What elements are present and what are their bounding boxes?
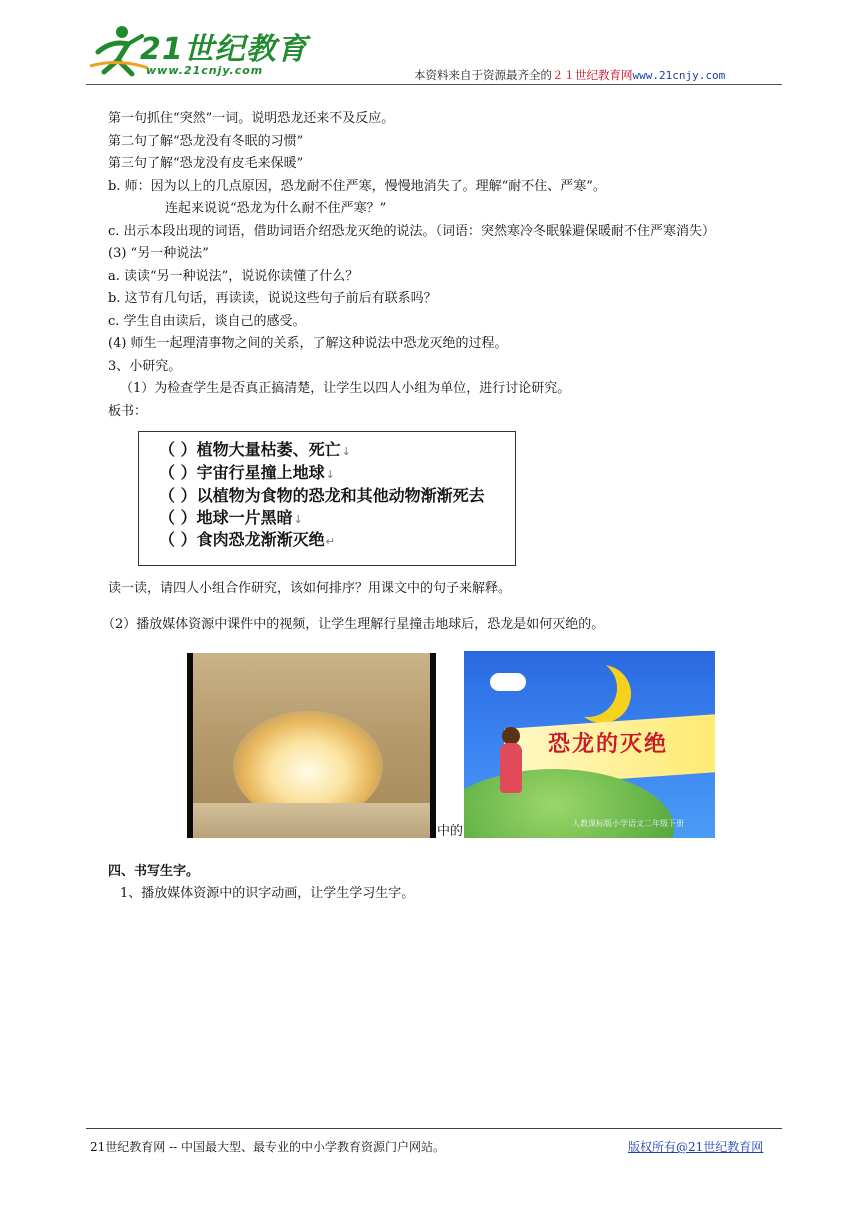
paragraph-mark-icon: ↓: [293, 513, 303, 526]
body-line: b. 师：因为以上的几点原因，恐龙耐不住严寒，慢慢地消失了。理解“耐不住、严寒”。: [108, 179, 606, 194]
body-line: 1、播放媒体资源中的识字动画，让学生学习生字。: [120, 886, 415, 901]
paragraph-mark-icon: ↵: [325, 535, 335, 548]
tagline-brand[interactable]: ２１世纪教育网: [552, 68, 633, 82]
paragraph-mark-icon: ↓: [341, 445, 351, 458]
footer-divider: [86, 1128, 782, 1129]
paragraph-mark-icon: ↓: [325, 468, 335, 481]
body-line: 读一读，请四人小组合作研究，该如何排序？用课文中的句子来解释。: [108, 581, 512, 596]
page-header: [0, 0, 860, 90]
body-line: 连起来说说“恐龙为什么耐不住严寒？”: [165, 201, 387, 216]
footer-copyright-link[interactable]: 版权所有@21世纪教育网: [628, 1140, 764, 1154]
body-line: （1）为检查学生是否真正搞清楚，让学生以四人小组为单位，进行讨论研究。: [120, 381, 571, 396]
body-line: c. 出示本段出现的词语，借助词语介绍恐龙灭绝的说法。（词语：突然寒冷冬眠躲避保暖耐不住严寒消失）: [108, 224, 716, 239]
body-line: (3) “另一种说法”: [108, 246, 209, 261]
board-item: （ ）地球一片黑暗↓: [159, 508, 303, 527]
cloud-icon: [490, 673, 526, 691]
board-item: （ ）食肉恐龙渐渐灭绝↵: [159, 530, 335, 549]
body-line: （2）播放媒体资源中课件中的视频，让学生理解行星撞击地球后，恐龙是如何灭绝的。: [102, 617, 605, 632]
board-item: （ ）以植物为食物的恐龙和其他动物渐渐死去: [159, 486, 485, 505]
title-image-subtitle: 人教课标版小学语文二年级下册: [572, 819, 684, 828]
body-line: a. 读读“另一种说法”，说说你读懂了什么？: [108, 269, 359, 284]
body-line: (4) 师生一起理清事物之间的关系，了解这种说法中恐龙灭绝的过程。: [108, 336, 508, 351]
body-line: 第三句了解“恐龙没有皮毛来保暖”: [108, 156, 304, 171]
tagline-prefix: 本资料来自于资源最齐全的: [414, 68, 552, 82]
moon-icon: [559, 659, 617, 717]
tagline-url[interactable]: www.21cnjy.com: [632, 69, 726, 82]
body-line: 3、小研究。: [108, 359, 182, 374]
courseware-title-image[interactable]: [464, 651, 715, 838]
board-item: （ ）植物大量枯萎、死亡↓: [159, 440, 351, 459]
header-tagline: [414, 67, 725, 83]
section-heading: 四、书写生字。: [108, 864, 200, 879]
logo-url: www.21cnjy.com: [146, 64, 264, 77]
body-line: 第二句了解“恐龙没有冬眠的习惯”: [108, 134, 304, 149]
blackboard-box: [138, 431, 516, 566]
board-item: （ ）宇宙行星撞上地球↓: [159, 463, 335, 482]
body-line: 板书：: [108, 404, 148, 419]
image-caption: 中的: [437, 824, 464, 839]
title-image-text: 恐龙的灭绝: [548, 732, 669, 757]
header-divider: [86, 84, 782, 85]
logo-text: 21世纪教育: [140, 32, 308, 67]
body-line: 第一句抓住“突然”一词。说明恐龙还来不及反应。: [108, 111, 395, 126]
body-line: c. 学生自由读后，谈自己的感受。: [108, 314, 306, 329]
body-line: b. 这节有几句话，再读读，说说这些句子前后有联系吗？: [108, 291, 437, 306]
footer-text: 21世纪教育网 -- 中国最大型、最专业的中小学教育资源门户网站。: [90, 1140, 446, 1154]
explosion-video-image[interactable]: [187, 653, 436, 838]
